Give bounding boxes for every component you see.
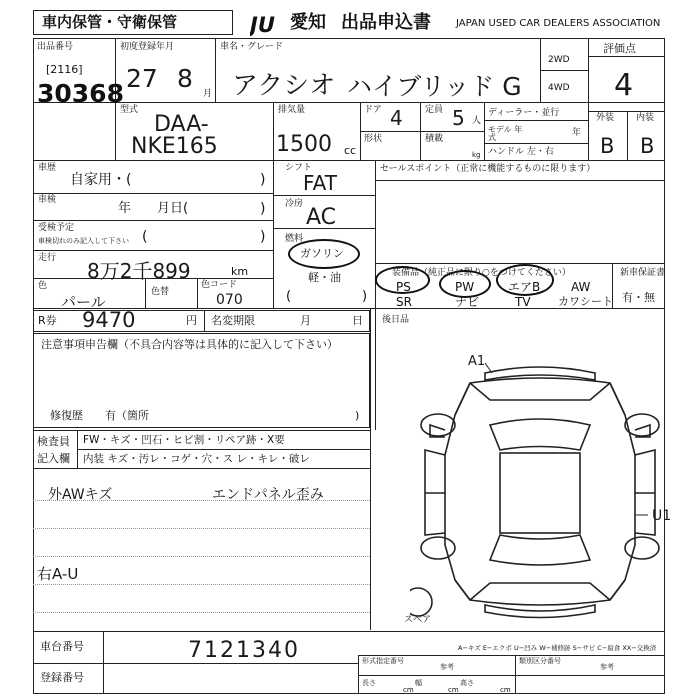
evaluation-score: 4 — [614, 68, 634, 103]
fuel-gasoline: ガソリン — [300, 247, 344, 260]
divider — [204, 310, 205, 332]
history-label: 車歴 — [38, 163, 57, 173]
model-year-unit: 年 — [572, 128, 582, 138]
dealer-label: ディーラー・並行 — [488, 108, 560, 118]
class-number-label: 類別区分番号 — [519, 657, 561, 665]
km-unit: km — [231, 265, 249, 278]
car-damage-diagram — [410, 355, 670, 630]
reception-paren-close: ) — [260, 229, 266, 245]
diagram-mark-u1: U1 — [652, 508, 672, 524]
inspection-value: 年 月日( — [118, 201, 189, 216]
equip-navi: ナビ — [455, 295, 480, 309]
sales-point-label: セールスポイント（正常に機能するものに限ります） — [380, 164, 596, 174]
drive-4wd: 4WD — [548, 83, 570, 93]
exterior-grade: B — [600, 134, 615, 158]
inspector-label-2: 記入欄 — [37, 452, 70, 465]
divider — [627, 111, 628, 160]
divider — [33, 193, 273, 194]
model-code-1: DAA- — [154, 112, 209, 137]
divider — [484, 102, 485, 160]
note-line — [33, 528, 370, 529]
storage-type-label: 車内保管・守衛保管 — [42, 13, 178, 31]
color-code-label: 色コード — [201, 280, 238, 290]
month-unit: 月 — [203, 89, 213, 99]
repair-history-close: ) — [355, 409, 360, 422]
capacity-value: 5 — [452, 106, 465, 130]
exterior-label: 外装 — [596, 113, 615, 123]
divider — [360, 131, 484, 132]
capacity-label: 定員 — [425, 105, 444, 115]
car-name-label: 車名・グレード — [220, 42, 284, 52]
divider — [33, 631, 665, 632]
car-grade: ハイブリッド G — [347, 72, 522, 101]
note-right-au: 右A-U — [37, 565, 79, 583]
ac-label: 冷房 — [285, 199, 304, 209]
association-name: JAPAN USED CAR DEALERS ASSOCIATION — [456, 18, 661, 29]
fuel-gasoline-circle — [288, 239, 360, 269]
registration-year: 27 — [126, 64, 158, 93]
mileage-value: 8万2千899 — [87, 259, 191, 283]
lot-number-label: 出品番号 — [37, 42, 74, 52]
damage-legend: A−キズ E−エクボ U−凹み W−補修跡 S−サビ C−腐食 XX−交換済 — [458, 644, 657, 652]
color-value: パール — [61, 293, 106, 311]
equip-airbag-circle — [496, 264, 554, 296]
equip-leather-seat: カワシート — [558, 295, 613, 308]
transfer-label: 名変期限 — [211, 314, 255, 327]
interior-grade: B — [640, 134, 655, 158]
note-end-panel: エンドパネル歪み — [212, 487, 324, 503]
inspection-paren-close: ) — [260, 201, 266, 217]
kg-unit: kg — [472, 151, 481, 159]
length-label: 長さ — [362, 679, 376, 687]
capacity-unit: 人 — [472, 116, 482, 126]
form-number-ref: 参考 — [440, 663, 454, 671]
equip-ps: PS — [396, 280, 411, 294]
reception-note: 車検切れのみ記入して下さい — [38, 237, 129, 245]
divider — [370, 308, 371, 630]
divider — [33, 250, 273, 251]
chassis-number: 7121340 — [188, 638, 300, 663]
divider — [33, 468, 370, 469]
repair-history: 修復歴 有（箇所 — [50, 409, 149, 422]
car-name: アクシオ — [232, 71, 336, 101]
divider — [33, 430, 370, 431]
first-registration-label: 初度登録年月 — [120, 42, 175, 52]
recycle-value: 9470 — [82, 308, 136, 332]
transfer-day: 日 — [352, 314, 363, 327]
load-label: 積載 — [425, 134, 444, 144]
warranty-label: 新車保証書 — [620, 268, 666, 278]
divider — [375, 180, 665, 181]
sheet-title: 出品申込書 — [341, 12, 431, 33]
divider — [103, 631, 104, 694]
form-number-label: 形式指定番号 — [362, 657, 404, 665]
fuel-paren-close: ) — [362, 289, 368, 304]
chassis-label: 車台番号 — [40, 640, 84, 653]
note-line — [33, 612, 370, 613]
divider — [215, 38, 216, 102]
door-value: 4 — [390, 106, 403, 130]
inspector-row-1: FW・キズ・凹石・ヒビ割・リペア跡・X要 — [83, 434, 285, 446]
equipment-header: 装備品（純正品に限り○をつけてください） — [392, 268, 571, 278]
ac-value: AC — [306, 205, 337, 230]
history-value: 自家用・( — [70, 172, 132, 188]
fuel-label: 燃料 — [285, 234, 304, 244]
note-line — [33, 584, 370, 585]
height-label: 高さ — [460, 679, 474, 687]
reception-paren-open: ( — [142, 229, 148, 245]
mileage-label: 走行 — [38, 253, 57, 263]
divider — [197, 278, 198, 308]
displacement-value: 1500 — [276, 132, 332, 157]
drive-2wd: 2WD — [548, 55, 570, 65]
divider — [375, 160, 376, 430]
brand-name: 愛知 — [290, 12, 326, 33]
lot-number-small: [2116] — [46, 63, 83, 76]
registration-number-label: 登録番号 — [40, 671, 84, 684]
registration-month: 8 — [177, 64, 193, 93]
shift-value: FAT — [303, 171, 338, 195]
fuel-light-oil: 軽・油 — [308, 271, 341, 284]
notes-label: 注意事項申告欄（不具合内容等は具体的に記入して下さい） — [41, 338, 338, 351]
equip-airbag: エアB — [508, 280, 541, 294]
history-paren-close: ) — [260, 172, 266, 188]
model-year-label: モデル 年式 — [488, 125, 523, 143]
inspector-label-1: 検査員 — [37, 435, 70, 448]
divider — [273, 195, 375, 196]
post-delivery-label: 後日品 — [382, 315, 410, 325]
inspector-row-2: 内装 キズ・汚レ・コゲ・穴・ス レ・キレ・破レ — [83, 453, 310, 465]
divider — [588, 56, 665, 57]
length-unit: cm — [403, 686, 414, 694]
width-unit: cm — [448, 686, 459, 694]
divider — [33, 160, 665, 161]
height-unit: cm — [500, 686, 511, 694]
color-code-value: 070 — [216, 292, 243, 308]
divider — [484, 143, 588, 144]
ju-logo — [250, 12, 290, 36]
ju-logo-text: JU — [250, 13, 275, 36]
warranty-value: 有・無 — [622, 291, 655, 304]
divider — [77, 449, 370, 450]
equip-pw-circle — [439, 270, 491, 298]
divider — [273, 160, 274, 308]
equip-pw: PW — [455, 280, 475, 294]
yen-unit: 円 — [186, 314, 197, 327]
handle-label: ハンドル 左・右 — [488, 147, 554, 157]
note-line — [33, 500, 370, 501]
divider — [540, 70, 588, 71]
width-label: 幅 — [415, 679, 422, 687]
spare-label: スペア — [404, 615, 432, 625]
divider — [358, 655, 665, 656]
transfer-month: 月 — [300, 314, 311, 327]
diagram-mark-a1: A1 — [468, 354, 486, 369]
displacement-label: 排気量 — [278, 105, 306, 115]
divider — [358, 675, 665, 676]
note-exterior-aw: 外AWキズ — [48, 487, 113, 503]
door-label: ドア — [364, 105, 382, 115]
equip-tv: TV — [515, 295, 531, 309]
equip-sr: SR — [396, 295, 412, 309]
fuel-paren-open: ( — [286, 289, 292, 304]
shape-label: 形状 — [364, 134, 383, 144]
color-change-label: 色替 — [151, 287, 170, 297]
lot-number: 30368 — [37, 79, 124, 108]
divider — [33, 663, 358, 664]
note-line — [33, 556, 370, 557]
shift-label: シフト — [285, 163, 313, 173]
cc-unit: cc — [344, 144, 357, 157]
interior-label: 内装 — [636, 113, 655, 123]
color-label: 色 — [38, 281, 48, 291]
divider — [273, 102, 274, 160]
class-number-ref: 参考 — [600, 663, 614, 671]
evaluation-label: 評価点 — [603, 42, 636, 55]
equip-ps-circle — [375, 266, 430, 294]
divider — [484, 120, 588, 121]
equip-aw: AW — [571, 280, 591, 294]
inspection-label: 車検 — [38, 195, 57, 205]
reception-label: 受検予定 — [38, 223, 75, 233]
model-label: 型式 — [120, 105, 139, 115]
model-code-2: NKE165 — [131, 134, 218, 159]
recycle-label: R券 — [38, 314, 57, 327]
divider — [33, 220, 273, 221]
